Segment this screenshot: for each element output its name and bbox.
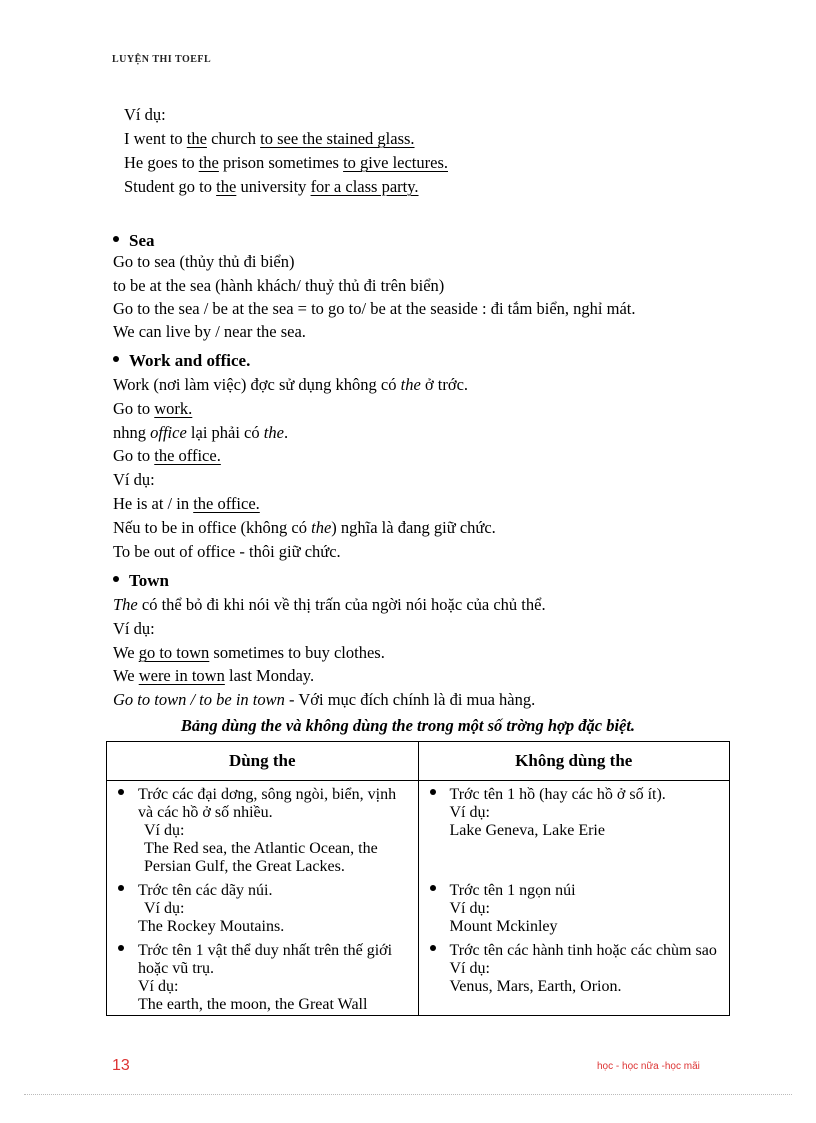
rule-text: Trớc tên 1 vật thể duy nhất trên thế giới hoặc vũ trụ. [138,942,393,977]
list-item [116,942,409,1014]
example-label: Ví dụ: [124,105,166,124]
running-header: LUYỆN THI TOEFL [112,54,212,65]
example-text: The earth, the moon, the Great Wall [138,996,368,1013]
sea-line-2: to be at the sea (hành khách/ thuỷ thủ đi trên biển) [113,276,445,295]
text: ở trớc. [420,375,469,394]
work-line-6 [113,494,260,514]
list-item [116,882,409,936]
table-header-row [107,742,730,781]
page-number: 13 [112,1057,130,1074]
example-text: The Rockey Moutains. [138,918,285,935]
underlined-text: go to town [138,643,210,662]
underlined-text: to give lectures. [343,153,448,172]
example-label: Ví dụ: [144,900,185,917]
bullet-icon [118,789,124,795]
italic-text: office [150,423,187,442]
underlined-text: work. [154,399,193,418]
bullet-icon [113,356,119,362]
column-header-without-the: Không dùng the [418,742,730,781]
example-label: Ví dụ: [144,822,185,839]
example-text: Venus, Mars, Earth, Orion. [449,978,622,995]
example-text: The Red sea, the Atlantic Ocean, the Persian Gulf, the Great Lackes. [144,840,378,875]
example-label: Ví dụ: [449,960,490,977]
bullet-icon [113,236,119,242]
town-line-2: Ví dụ: [113,619,155,638]
italic-text: the [311,518,332,537]
underlined-text: for a class party. [310,177,419,196]
section-heading-sea [113,231,155,251]
table-row [107,781,730,1016]
work-line-4 [113,446,221,466]
usage-table [106,741,730,1016]
bullet-icon [113,576,119,582]
text: We [113,666,139,685]
sea-line-4: We can live by / near the sea. [113,322,306,341]
work-line-8: To be out of office - thôi giữ chức. [113,542,341,561]
text: Student go to [124,177,217,196]
town-line-5 [113,690,535,710]
text: Work (nơi làm việc) đợc sử dụng không có [113,375,401,394]
list-item [116,786,409,876]
text: sometimes to buy clothes. [209,643,385,662]
example-text: Mount Mckinley [449,918,558,935]
example-label: Ví dụ: [138,978,179,995]
text: We [113,643,139,662]
bullet-icon [430,789,436,795]
town-line-1 [113,595,546,615]
text: last Monday. [224,666,315,685]
work-line-3 [113,423,288,443]
text: có thể bỏ đi khi nói về thị trấn của ngời nói hoặc của chủ thể. [137,595,546,614]
column-header-with-the: Dùng the [107,742,419,781]
rule-text: Trớc tên 1 ngọn núi [449,882,576,899]
rule-text: Trớc tên các hành tinh hoặc các chùm sao [449,942,717,959]
underlined-text: the office. [193,494,260,513]
text: ) nghĩa là đang giữ chức. [331,518,496,537]
underlined-text: the [186,129,207,148]
example-text: Lake Geneva, Lake Erie [449,822,605,839]
list-item [428,942,721,996]
footer-divider [24,1094,792,1095]
example-line-1 [124,129,415,149]
text: Nếu to be in office (không có [113,518,312,537]
sea-line-3: Go to the sea / be at the sea = to go to/ be at the seaside : đi tắm biển, nghỉ mát. [113,299,636,318]
heading-text: Sea [129,231,155,250]
rule-text: Trớc các đại dơng, sông ngòi, biển, vịnh và các hồ ở số nhiều. [138,786,397,821]
town-line-3 [113,643,385,663]
underlined-text: were in town [138,666,225,685]
work-line-1 [113,375,468,395]
heading-text: Work and office. [129,351,251,370]
bullet-icon [118,885,124,891]
underlined-text: the [198,153,219,172]
text: church [206,129,261,148]
text: Go to [113,446,155,465]
italic-text: Go to town / to be in town [113,690,285,709]
example-label: Ví dụ: [449,804,490,821]
text: He is at / in [113,494,194,513]
text: prison sometimes [218,153,344,172]
text: I went to [124,129,187,148]
table-caption: Bảng dùng the và không dùng the trong một số trờng hợp đặc biệt. [180,716,636,735]
rule-text: Trớc tên các dãy núi. [138,882,273,899]
example-label: Ví dụ: [449,900,490,917]
text: lại phải có [186,423,264,442]
table-cell-without-the [418,781,730,1016]
footer-motto: học - học nữa -học mãi [597,1061,700,1072]
section-heading-work [113,351,250,371]
section-heading-town [113,571,169,591]
sea-line-1: Go to sea (thủy thủ đi biển) [113,252,295,271]
bullet-icon [430,945,436,951]
example-line-3 [124,177,419,197]
text: - Với mục đích chính là đi mua hàng. [284,690,536,709]
work-line-5: Ví dụ: [113,470,155,489]
italic-text: the [400,375,421,394]
text: Go to [113,399,155,418]
rule-text: Trớc tên 1 hồ (hay các hồ ở số ít). [449,786,666,803]
bullet-icon [430,885,436,891]
work-line-7 [113,518,496,538]
italic-text: the [263,423,284,442]
text: He goes to [124,153,199,172]
cell-content [420,782,729,1014]
bullet-icon [118,945,124,951]
list-item [428,786,721,876]
example-line-2 [124,153,448,173]
list-item [428,882,721,936]
heading-text: Town [129,571,170,590]
cell-content [108,782,417,1014]
work-line-2 [113,399,192,419]
underlined-text: the [216,177,237,196]
text: university [236,177,311,196]
underlined-text: to see the stained glass. [260,129,415,148]
table-cell-with-the [107,781,419,1016]
text: nhng [113,423,151,442]
text: . [283,423,289,442]
underlined-text: the office. [154,446,221,465]
town-line-4 [113,666,314,686]
italic-text: The [113,595,138,614]
